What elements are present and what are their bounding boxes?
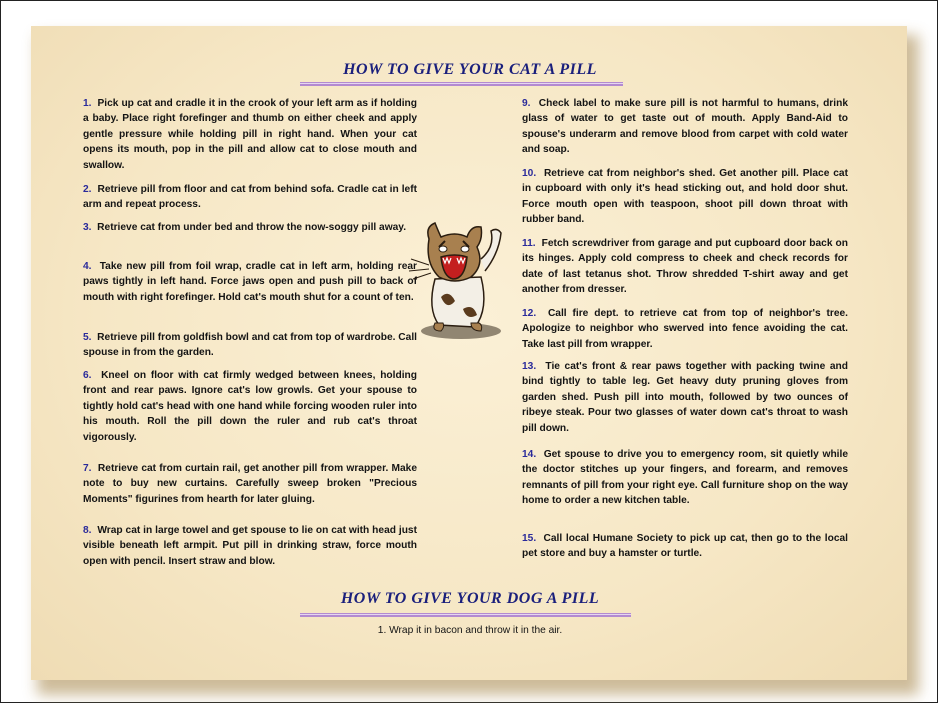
step-text: Check label to make sure pill is not harmful to humans, drink glass of water to get taste out of mouth. Apply Band-Aid to spouse's underarm and remove blood from carpet with cold water and soap. [522, 98, 848, 156]
step-number: 7. [83, 463, 92, 474]
step-number: 3. [83, 222, 92, 233]
cat-step-15 [522, 531, 848, 562]
cat-step-4 [83, 259, 417, 305]
screaming-cat-illustration [405, 219, 505, 339]
step-text: Pick up cat and cradle it in the crook of your left arm as if holding a baby. Place right forefinger and thumb on either cheek and apply gentle pressure while holding pill in right hand. When your cat opens its mouth, pop in the pill and allow cat to close mouth and swallow. [83, 98, 417, 171]
cat-step-12 [522, 306, 848, 352]
cat-step-7 [83, 461, 417, 507]
step-number: 15. [522, 533, 537, 544]
step-text: Wrap cat in large towel and get spouse to lie on cat with head just visible beneath left armpit. Put pill in drinking straw, force mouth open with pencil. Insert straw and blow. [83, 525, 417, 567]
step-number: 2. [83, 184, 92, 195]
step-text: Call fire dept. to retrieve cat from top of neighbor's tree. Apologize to neighbor who swerved into fence avoiding the cat. Take last pill from wrapper. [522, 308, 848, 350]
step-text: Get spouse to drive you to emergency room, sit quietly while the doctor stitches up your fingers, and forearm, and removes remnants of pill from your right eye. Call furniture shop on the way home to order a new kitchen table. [522, 449, 848, 507]
dog-pill-heading: HOW TO GIVE YOUR DOG A PILL [340, 590, 600, 607]
step-number: 4. [83, 261, 92, 272]
step-number: 14. [522, 449, 537, 460]
step-text: Retrieve cat from curtain rail, get another pill from wrapper. Make note to buy new curtains. Carefully sweep broken "Precious Moments" figurines from hearth for later gluing. [83, 463, 417, 505]
step-text: Call local Humane Society to pick up cat, then go to the local pet store and buy a hamster or turtle. [522, 533, 849, 560]
cat-step-3 [83, 220, 417, 235]
step-text: Retrieve cat from under bed and throw the now-soggy pill away. [97, 222, 407, 233]
step-number: 5. [83, 332, 92, 343]
cat-step-9 [522, 96, 848, 158]
step-number: 8. [83, 525, 92, 536]
cat-step-13 [522, 359, 848, 436]
step-text: Take new pill from foil wrap, cradle cat in left arm, holding rear paws tightly in left hand. Force jaws open and push pill to back of mouth with right forefinger. Hold cat's mouth shut for a count of ten. [83, 261, 417, 303]
step-number: 12. [522, 308, 537, 319]
heading-underline [300, 82, 623, 86]
step-number: 1. [83, 98, 92, 109]
dog-step-1: 1. Wrap it in bacon and throw it in the air. [377, 625, 563, 636]
cat-step-6 [83, 368, 417, 445]
step-number: 6. [83, 370, 92, 381]
cat-step-1 [83, 96, 417, 173]
cat-step-11 [522, 236, 848, 298]
step-text: Kneel on floor with cat firmly wedged between knees, holding front and rear paws. Ignore cat's low growls. Get your spouse to tightly hold cat's head with one hand while forcing wooden ruler into his mouth. Roll the pill down the ruler and rub cat's throat vigorously. [83, 370, 417, 443]
cat-pill-heading: HOW TO GIVE YOUR CAT A PILL [343, 61, 597, 78]
step-text: Retrieve cat from neighbor's shed. Get another pill. Place cat in cupboard with only it's head sticking out, and hold door shut. Force mouth open with teaspoon, shoot pill down throat with rubber band. [522, 168, 848, 226]
step-text: Retrieve pill from floor and cat from behind sofa. Cradle cat in left arm and repeat process. [83, 184, 417, 211]
heading-underline [300, 613, 631, 617]
cat-step-8 [83, 523, 417, 569]
step-text: Fetch screwdriver from garage and put cupboard door back on its hinges. Apply cold compress to cheek and check records for date of last tetanus shot. Throw shredded T-shirt away and get another from dresser. [522, 238, 848, 296]
step-number: 11. [522, 238, 536, 249]
cat-step-5 [83, 330, 417, 361]
step-text: Tie cat's front & rear paws together with packing twine and bind tightly to table leg. Get heavy duty pruning gloves from garden shed. Push pill into mouth, followed by two ounces of ribeye steak. Pour two glasses of water down cat's throat to wash pill down. [522, 361, 848, 434]
step-number: 13. [522, 361, 537, 372]
step-text: Retrieve pill from goldfish bowl and cat from top of wardrobe. Call spouse in from the garden. [83, 332, 417, 359]
cat-step-2 [83, 182, 417, 213]
step-number: 9. [522, 98, 531, 109]
cat-step-10 [522, 166, 848, 228]
cat-step-14 [522, 447, 848, 509]
step-number: 10. [522, 168, 537, 179]
